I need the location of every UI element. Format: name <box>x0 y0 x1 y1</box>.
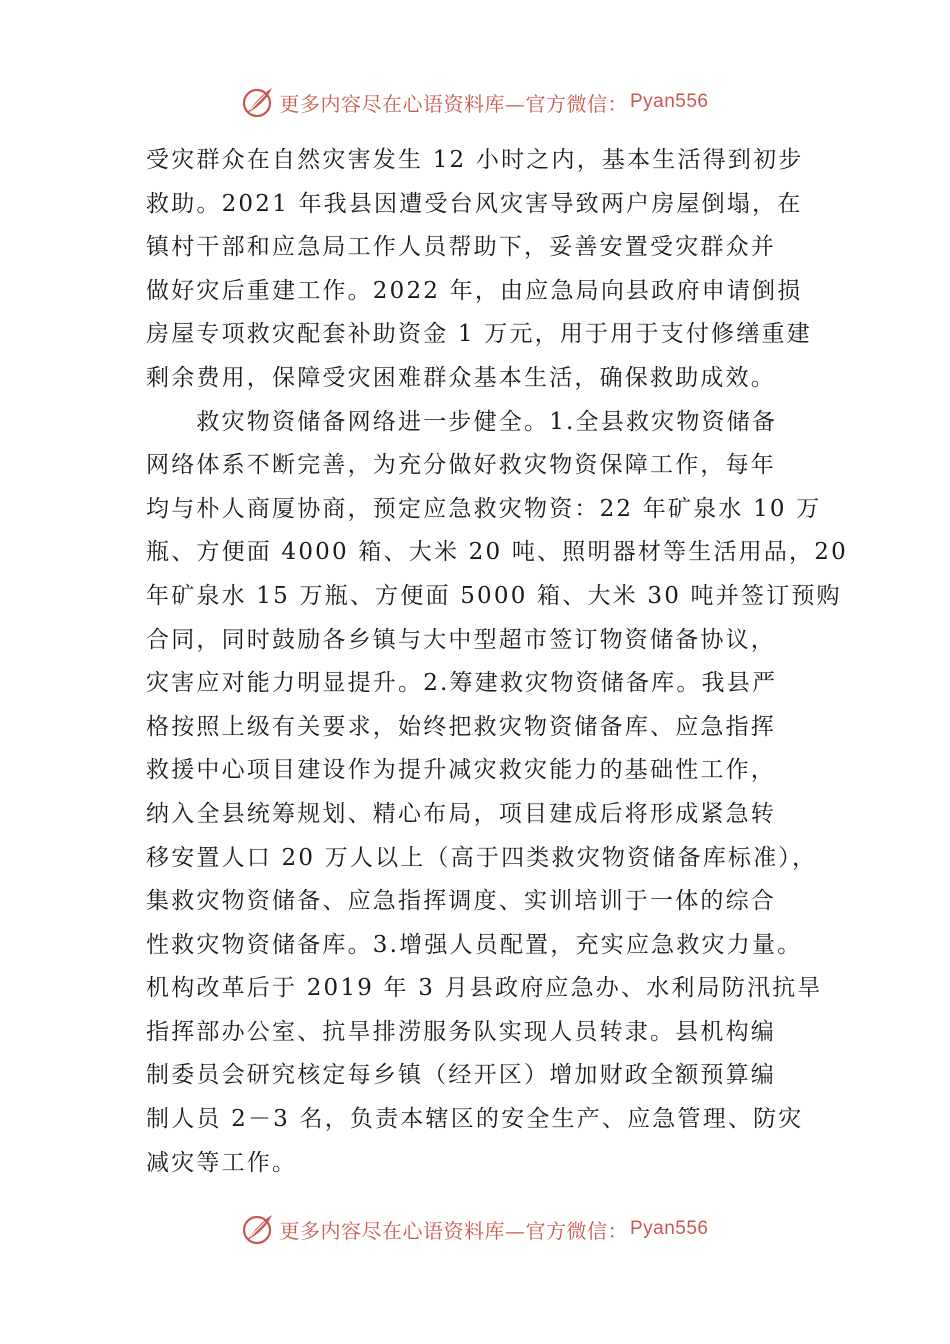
body-line: 网络体系不断完善，为充分做好救灾物资保障工作，每年 <box>146 452 776 479</box>
document-body <box>146 139 848 1185</box>
header-banner <box>0 82 950 122</box>
body-line: 制人员 2－3 名，负责本辖区的安全生产、应急管理、防灾 <box>146 1106 804 1133</box>
banner-handle: Pyan556 <box>629 1218 709 1239</box>
body-line: 机构改革后于 2019 年 3 月县政府应急办、水利局防汛抗旱 <box>146 975 823 1002</box>
body-line: 减灾等工作。 <box>146 1149 298 1176</box>
footer-banner <box>0 1209 950 1249</box>
body-line: 指挥部办公室、抗旱排涝服务队实现人员转隶。县机构编 <box>146 1018 776 1045</box>
body-line: 救助。2021 年我县因遭受台风灾害导致两户房屋倒塌，在 <box>146 190 803 217</box>
body-line: 纳入全县统筹规划、精心布局，项目建成后将形成紧急转 <box>146 800 776 827</box>
quill-pen-icon <box>241 1212 275 1246</box>
body-line: 瓶、方便面 4000 箱、大米 20 吨、照明器材等生活用品，20 <box>146 539 848 566</box>
body-line: 制委员会研究核定每乡镇（经开区）增加财政全额预算编 <box>146 1062 776 1089</box>
quill-pen-icon <box>241 85 275 119</box>
body-line: 受灾群众在自然灾害发生 12 小时之内，基本生活得到初步 <box>146 147 804 173</box>
body-line: 镇村干部和应急局工作人员帮助下，妥善安置受灾群众并 <box>146 234 776 261</box>
body-line: 救灾物资储备网络进一步健全。1.全县救灾物资储备 <box>146 408 778 435</box>
banner-text: 更多内容尽在心语资料库—官方微信： <box>279 1218 628 1243</box>
body-line: 集救灾物资储备、应急指挥调度、实训培训于一体的综合 <box>146 888 776 915</box>
body-line: 剩余费用，保障受灾困难群众基本生活，确保救助成效。 <box>146 364 776 391</box>
body-line: 灾害应对能力明显提升。2.筹建救灾物资储备库。我县严 <box>146 670 778 697</box>
body-line: 救援中心项目建设作为提升减灾救灾能力的基础性工作， <box>146 757 776 784</box>
body-line: 格按照上级有关要求，始终把救灾物资储备库、应急指挥 <box>146 713 776 740</box>
banner-text: 更多内容尽在心语资料库—官方微信： <box>279 91 628 116</box>
body-line: 做好灾后重建工作。2022 年，由应急局向县政府申请倒损 <box>146 277 803 304</box>
body-line: 性救灾物资储备库。3.增强人员配置，充实应急救灾力量。 <box>146 931 803 958</box>
body-line: 年矿泉水 15 万瓶、方便面 5000 箱、大米 30 吨并签订预购 <box>146 582 842 609</box>
body-line: 移安置人口 20 万人以上（高于四类救灾物资储备库标准）， <box>146 844 818 871</box>
body-line: 均与朴人商厦协商，预定应急救灾物资：22 年矿泉水 10 万 <box>146 495 822 522</box>
body-line: 房屋专项救灾配套补助资金 1 万元，用于用于支付修缮重建 <box>146 321 812 348</box>
body-line: 合同，同时鼓励各乡镇与大中型超市签订物资储备协议， <box>146 626 776 653</box>
banner-handle: Pyan556 <box>629 91 709 112</box>
